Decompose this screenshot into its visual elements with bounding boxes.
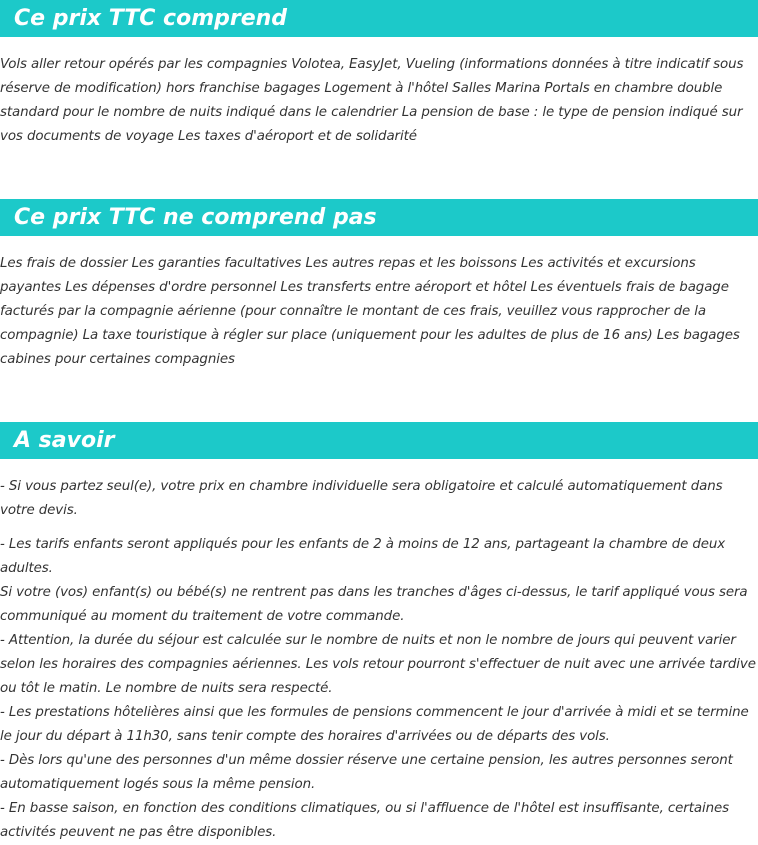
spacer (0, 149, 758, 199)
note-same-pension: - Dès lors qu'une des personnes d'un même dossier réserve une certaine pension, les autres personnes seront automatiquement logés sous la même pension. (0, 753, 733, 792)
excludes-text: Les frais de dossier Les garanties facultatives Les autres repas et les boissons Les activités et excursions payantes Les dépenses d'ordre personnel Les transferts entre aéroport et hôtel Les éventuels frais de bagage facturés par la compagnie aérienne (pour connaître le montant de ces frais, veuillez vous rapprocher de la compagnie) La taxe touristique à régler sur place (uniquement pour les adultes de plus de 16 ans) Les bagages cabines pour certaines compagnies (0, 256, 740, 367)
note-child-age-brackets: Si votre (vos) enfant(s) ou bébé(s) ne rentrent pas dans les tranches d'âges ci-dessus, le tarif appliqué vous sera communiqué au moment du traitement de votre commande. (0, 585, 748, 624)
a-savoir-notes (0, 475, 758, 845)
note-low-season: - En basse saison, en fonction des conditions climatiques, ou si l'affluence de l'hôtel est insuffisante, certaines activités peuvent ne pas être disponibles. (0, 801, 729, 840)
note-stay-duration: - Attention, la durée du séjour est calculée sur le nombre de nuits et non le nombre de jours qui peuvent varier selon les horaires des compagnies aériennes. Les vols retour pourront s'effectuer de nuit avec une arrivée tardive ou tôt le matin. Le nombre de nuits sera respecté. (0, 633, 756, 696)
spacer (0, 523, 758, 533)
includes-text: Vols aller retour opérés par les compagnies Volotea, EasyJet, Vueling (informations données à titre indicatif sous réserve de modification) hors franchise bagages Logement à l'hôtel Salles Marina Portals en chambre double standard pour le nombre de nuits indiqué dans le calendrier La pension de base : le type de pension indiqué sur vos documents de voyage Les taxes d'aéroport et de solidarité (0, 57, 744, 144)
spacer (0, 372, 758, 422)
section-title-excludes: Ce prix TTC ne comprend pas (0, 199, 758, 236)
section-title-a-savoir: A savoir (0, 422, 758, 459)
note-child-rates: - Les tarifs enfants seront appliqués pour les enfants de 2 à moins de 12 ans, partageant la chambre de deux adultes. (0, 537, 726, 576)
note-hotel-services: - Les prestations hôtelières ainsi que les formules de pensions commencent le jour d'arrivée à midi et se termine le jour du départ à 11h30, sans tenir compte des horaires d'arrivées ou de départs des vols. (0, 705, 749, 744)
section-title-includes: Ce prix TTC comprend (0, 0, 758, 37)
note-solo-traveler: - Si vous partez seul(e), votre prix en chambre individuelle sera obligatoire et calculé automatiquement dans votre devis. (0, 479, 723, 518)
